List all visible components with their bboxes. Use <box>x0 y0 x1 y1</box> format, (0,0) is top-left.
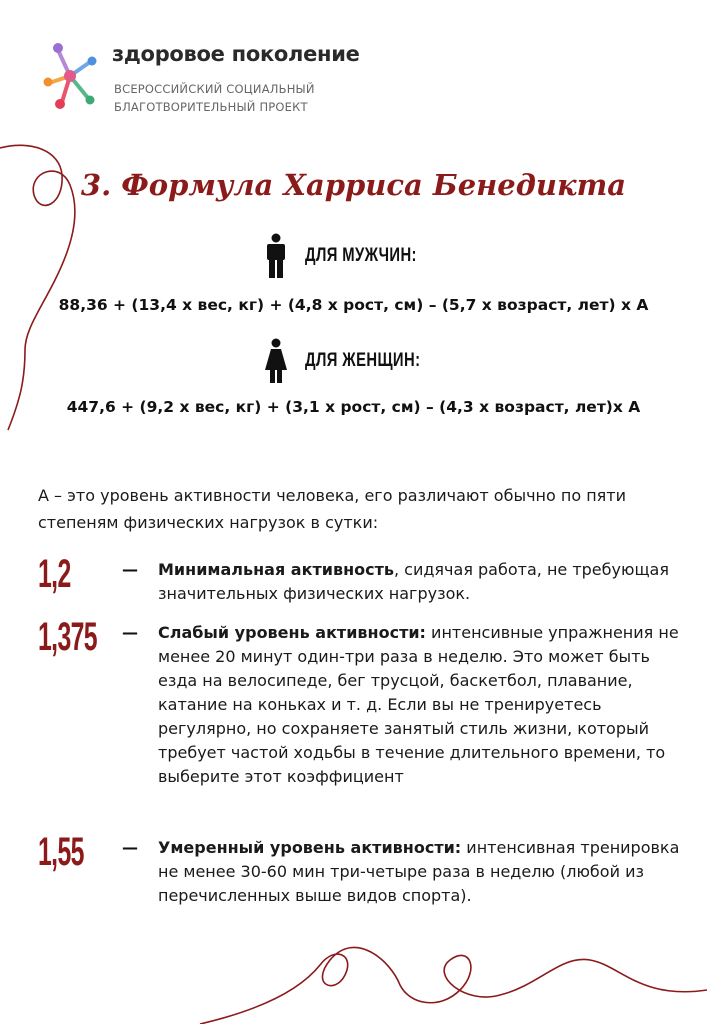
activity-name: Умеренный уровень активности: <box>158 838 462 857</box>
activity-name: Минимальная активность <box>158 560 394 579</box>
activity-description <box>158 558 683 606</box>
men-formula: 88,36 + (13,4 x вес, кг) + (4,8 х рост, см) – (5,7 х возраст, лет) х А <box>58 296 649 314</box>
brand-tagline-line-1: ВСЕРОССИЙСКИЙ СОЦИАЛЬНЫЙ <box>114 82 315 96</box>
activity-description <box>158 836 683 908</box>
male-figure-icon <box>263 233 289 279</box>
female-figure-icon <box>263 338 289 384</box>
activity-description <box>158 621 683 789</box>
brand-tagline <box>114 80 315 116</box>
activity-text: интенсивные упражнения не менее 20 минут один-три раза в неделю. Это может быть езда на велосипеде, бег трусцой, баскетбол, плавание, катание на коньках и т. д. Если вы не тренируетесь регулярно, но сохраняете занятый стиль жизни, который требует частой ходьбы в течение длительного времени, то выберите этот коэффициент <box>158 623 679 786</box>
women-formula: 447,6 + (9,2 х вес, кг) + (3,1 х рост, см) – (4,3 х возраст, лет)х А <box>66 398 641 416</box>
dash: — <box>122 838 138 857</box>
men-label: ДЛЯ МУЖЧИН: <box>305 245 417 266</box>
section-title: 3. Формула Харриса Бенедикта <box>80 168 627 202</box>
brand-tagline-line-2: БЛАГОТВОРИТЕЛЬНЫЙ ПРОЕКТ <box>114 100 308 114</box>
intro-paragraph: А – это уровень активности человека, его различают обычно по пяти степеням физических нагрузок в сутки: <box>38 486 627 532</box>
activity-name: Слабый уровень активности: <box>158 623 426 642</box>
men-heading <box>263 233 448 279</box>
brand-logo-icon <box>38 40 102 112</box>
activity-coefficient: 1,2 <box>38 552 71 596</box>
activity-coefficient: 1,55 <box>38 830 84 874</box>
women-label: ДЛЯ ЖЕНЩИН: <box>305 350 421 371</box>
activity-text: интенсивная тренировка не менее 30-60 мин три-четыре раза в неделю (любой из перечисленных выше видов спорта). <box>158 838 680 905</box>
brand-name: здоровое поколение <box>112 42 360 66</box>
activity-coefficient: 1,375 <box>38 615 97 659</box>
women-heading <box>263 338 453 384</box>
dash: — <box>122 623 138 642</box>
activity-text: , сидячая работа, не требующая значительных физических нагрузок. <box>158 560 669 603</box>
dash: — <box>122 560 138 579</box>
